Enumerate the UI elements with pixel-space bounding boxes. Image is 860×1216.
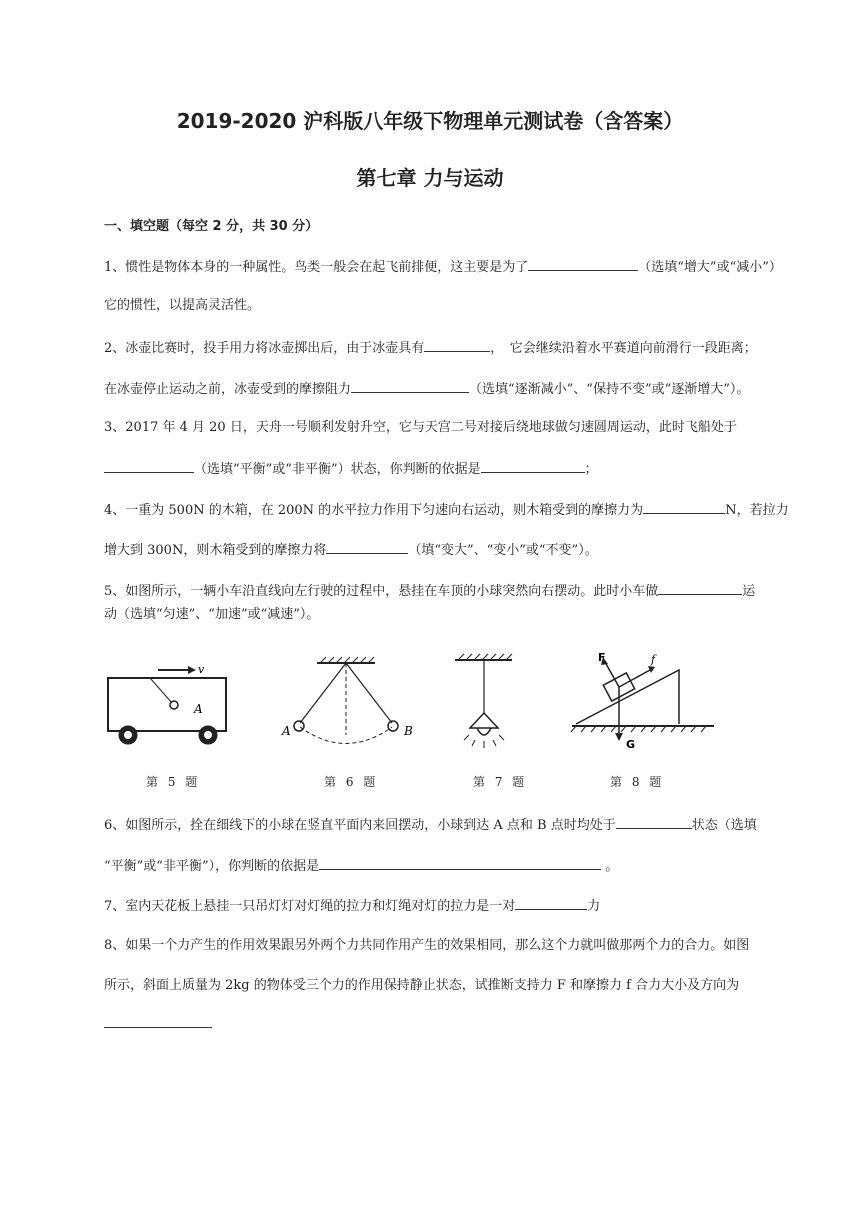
q5-text-b: 运 (742, 584, 756, 599)
fig8-f-label: f (651, 653, 656, 666)
q3-text-c: ； (584, 462, 598, 477)
question-6-line-2 (104, 856, 764, 876)
figure-7-lamp (455, 654, 512, 748)
q6-text-a: 6、如图所示，拴在细线下的小球在竖直平面内来回摆动，小球到达 A 点和 B 点时均处于 (104, 818, 616, 833)
q2-text-d: （选填“逐渐减小”、“保持不变”或“逐渐增大”）。 (469, 382, 750, 397)
q1-text-a: 1、惯性是物体本身的一种属性。鸟类一般会在起飞前排便，这主要是为了 (104, 260, 529, 275)
q6-text-c: “平衡”或“非平衡”），你判断的依据是 (104, 859, 320, 874)
q6-blank-2[interactable] (319, 856, 601, 870)
question-5-line-2: 动（选填“匀速”、“加速”或“减速”）。 (104, 607, 320, 622)
fig6-a-label: A (282, 724, 291, 738)
page-title: 2019-2020 沪科版八年级下物理单元测试卷（含答案） (176, 109, 684, 133)
q3-text-b: （选填“平衡”或“非平衡”）状态，你判断的依据是 (194, 462, 481, 477)
q2-text-a: 2、冰壶比赛时，投手用力将冰壶掷出后，由于冰壶具有 (104, 341, 425, 356)
q5-text-a: 5、如图所示，一辆小车沿直线向左行驶的过程中，悬挂在车顶的小球突然向右摆动。此时小车做 (104, 584, 659, 599)
figure-5-cart (108, 666, 226, 744)
question-6-line-1 (104, 815, 764, 835)
question-3-line-1: 3、2017 年 4 月 20 日，天舟一号顺利发射升空，它与天宫二号对接后绕地球做匀速圆周运动，此时飞船处于 (104, 420, 737, 435)
figure-8-incline (571, 657, 714, 741)
q7-text-a: 7、室内天花板上悬挂一只吊灯灯对灯绳的拉力和灯绳对灯的拉力是一对 (104, 899, 516, 914)
q2-text-b: ， 它会继续沿着水平赛道向前滑行一段距离； (490, 341, 757, 356)
fig8-F-label: F (598, 651, 606, 664)
fig5-v-label: v (198, 663, 205, 676)
q4-text-b: N，若拉力 (725, 503, 789, 518)
figure-8-caption: 第 8 题 (610, 775, 665, 789)
chapter-title: 第七章 力与运动 (356, 166, 504, 190)
q4-text-a: 4、一重为 500N 的木箱，在 200N 的水平拉力作用下匀速向右运动，则木箱受到的摩擦力为 (104, 503, 644, 518)
q6-text-b: 状态（选填 (691, 818, 757, 833)
q8-blank[interactable] (104, 1014, 212, 1028)
fig6-b-label: B (404, 724, 413, 738)
q7-blank[interactable] (515, 896, 587, 910)
section-heading: 一、填空题（每空 2 分，共 30 分） (104, 219, 319, 234)
q1-text-b: （选填“增大”或“减小”） (638, 260, 782, 275)
fig5-a-label: A (194, 702, 203, 716)
figure-6-pendulum (294, 657, 398, 744)
q6-text-d: 。 (605, 859, 619, 874)
q4-text-d: （填“变大”、“变小”或“不变”）。 (408, 543, 598, 558)
question-1-line-2: 它的惯性，以提高灵活性。 (104, 298, 261, 313)
question-8-line-3 (104, 1014, 764, 1034)
question-7-line (104, 896, 764, 916)
question-8-line-2: 所示，斜面上质量为 2kg 的物体受三个力的作用保持静止状态，试推断支持力 F 和摩擦力 f 合力大小及方向为 (104, 978, 740, 993)
question-8-line-1: 8、如果一个力产生的作用效果跟另外两个力共同作用产生的效果相同，那么这个力就叫做那两个力的合力。如图 (104, 938, 750, 953)
fig8-G-label: G (626, 738, 636, 751)
figure-5-caption: 第 5 题 (146, 775, 201, 789)
q7-text-b: 力 (587, 899, 601, 914)
figure-6-caption: 第 6 题 (324, 775, 379, 789)
q4-text-c: 增大到 300N，则木箱受到的摩擦力将 (104, 543, 327, 558)
q6-blank-1[interactable] (616, 815, 692, 829)
figure-7-caption: 第 7 题 (473, 775, 528, 789)
q2-text-c: 在冰壶停止运动之前，冰壶受到的摩擦阻力 (104, 382, 352, 397)
